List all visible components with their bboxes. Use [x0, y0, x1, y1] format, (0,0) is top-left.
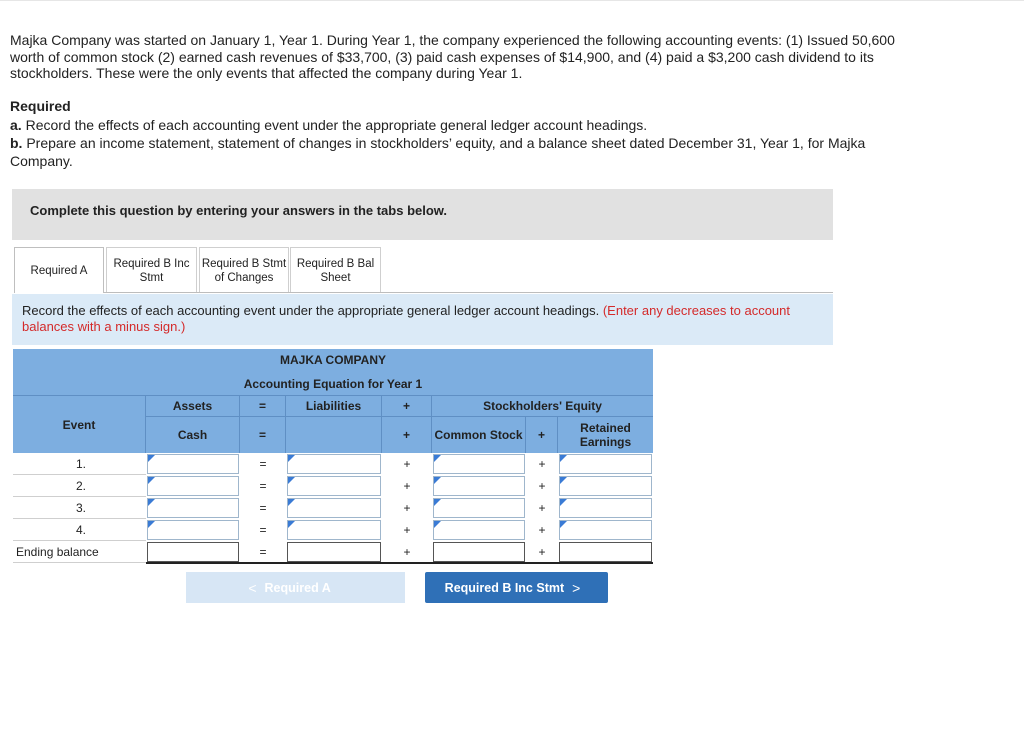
next-tab-button[interactable]: [425, 572, 608, 603]
row-label: 2.: [13, 475, 146, 497]
liabilities-input[interactable]: [287, 476, 381, 496]
liabilities-input[interactable]: [287, 498, 381, 518]
plus-subheader: +: [382, 417, 432, 453]
tab-required-b-inc-stmt[interactable]: Required B Inc Stmt: [106, 247, 197, 293]
common-stock-input[interactable]: [433, 476, 525, 496]
required-heading: Required: [10, 98, 71, 114]
liabilities-subheader: [286, 417, 382, 453]
liabilities-input[interactable]: [287, 520, 381, 540]
cash-input[interactable]: [147, 520, 239, 540]
complete-question-text: Complete this question by entering your answers in the tabs below.: [30, 203, 448, 218]
requirement-a-label: a.: [10, 117, 22, 133]
equals-sign: =: [259, 457, 267, 471]
input-flag-icon: [288, 477, 295, 484]
row-label: Ending balance: [13, 541, 146, 563]
retained-earnings-input[interactable]: [559, 520, 652, 540]
requirement-b: [10, 135, 910, 170]
plus-sign: +: [538, 545, 546, 559]
chevron-right-icon: >: [572, 579, 581, 596]
common-stock-input[interactable]: [433, 454, 525, 474]
assets-header: Assets: [146, 396, 240, 417]
cash-input[interactable]: [147, 542, 239, 562]
retained-earnings-input[interactable]: [559, 454, 652, 474]
prev-tab-label: Required A: [264, 580, 331, 595]
liabilities-input[interactable]: [287, 454, 381, 474]
plus-sign: +: [538, 501, 546, 515]
retained-earnings-input[interactable]: [559, 498, 652, 518]
input-flag-icon: [560, 477, 567, 484]
plus-sign: +: [403, 545, 411, 559]
cash-input[interactable]: [147, 454, 239, 474]
plus-sign: +: [403, 523, 411, 537]
instruction-box: [12, 294, 833, 345]
plus-sign: +: [403, 457, 411, 471]
next-tab-label: Required B Inc Stmt: [444, 580, 565, 595]
input-flag-icon: [148, 455, 155, 462]
retained-earnings-header: Retained Earnings: [558, 417, 653, 453]
tab-required-b-bal-sheet[interactable]: Required B Bal Sheet: [290, 247, 381, 293]
plus-sign: +: [403, 501, 411, 515]
table-bottom-rule: [146, 562, 653, 564]
input-flag-icon: [148, 499, 155, 506]
plus-sign: +: [538, 457, 546, 471]
equals-sign: =: [259, 501, 267, 515]
input-flag-icon: [148, 521, 155, 528]
input-flag-icon: [434, 477, 441, 484]
plus-header: +: [382, 396, 432, 417]
row-label: 3.: [13, 497, 146, 519]
tab-underline: [104, 292, 833, 293]
complete-question-banner: [12, 189, 833, 240]
input-flag-icon: [560, 521, 567, 528]
common-stock-input[interactable]: [433, 520, 525, 540]
cash-header: Cash: [146, 417, 240, 453]
chevron-left-icon: <: [248, 579, 257, 596]
input-flag-icon: [148, 477, 155, 484]
top-divider: [0, 0, 1024, 1]
retained-earnings-input[interactable]: [559, 476, 652, 496]
row-label: 1.: [13, 453, 146, 475]
input-flag-icon: [288, 455, 295, 462]
liabilities-input[interactable]: [287, 542, 381, 562]
retained-earnings-input[interactable]: [559, 542, 652, 562]
event-header: Event: [13, 396, 146, 453]
table-subtitle: Accounting Equation for Year 1: [13, 372, 653, 396]
common-stock-input[interactable]: [433, 542, 525, 562]
equals-sign: =: [259, 545, 267, 559]
input-flag-icon: [288, 499, 295, 506]
requirement-a-text: Record the effects of each accounting event under the appropriate general ledger account headings.: [25, 117, 648, 133]
plus-sign: +: [403, 479, 411, 493]
plus-sign: +: [538, 479, 546, 493]
requirement-b-text: Prepare an income statement, statement of changes in stockholders’ equity, and a balance sheet dated December 31, Year 1, for Majka Company.: [10, 135, 866, 169]
tab-required-a[interactable]: Required A: [14, 247, 104, 293]
input-flag-icon: [560, 455, 567, 462]
prev-tab-button[interactable]: [186, 572, 405, 603]
plus-sign: +: [538, 523, 546, 537]
input-flag-icon: [434, 455, 441, 462]
cash-input[interactable]: [147, 476, 239, 496]
input-flag-icon: [288, 521, 295, 528]
table-company-title: MAJKA COMPANY: [13, 349, 653, 372]
equals-sign: =: [259, 523, 267, 537]
input-flag-icon: [434, 521, 441, 528]
requirement-a: [10, 117, 647, 133]
equals-header: =: [240, 396, 286, 417]
instruction-note: (Enter any decreases to account balances with a minus sign.): [22, 303, 791, 334]
input-flag-icon: [560, 499, 567, 506]
common-stock-input[interactable]: [433, 498, 525, 518]
equity-header: Stockholders' Equity: [432, 396, 653, 417]
cash-input[interactable]: [147, 498, 239, 518]
equals-subheader: =: [240, 417, 286, 453]
input-flag-icon: [434, 499, 441, 506]
accounting-equation-table: [13, 349, 653, 562]
requirement-b-label: b.: [10, 135, 23, 151]
liabilities-header: Liabilities: [286, 396, 382, 417]
plus-subheader-2: +: [526, 417, 558, 453]
instruction-text: Record the effects of each accounting event under the appropriate general ledger account headings.: [22, 303, 600, 318]
row-label: 4.: [13, 519, 146, 541]
problem-intro: Majka Company was started on January 1, Year 1. During Year 1, the company experienced the following accounting events: (1) Issued 50,600 worth of common stock (2) earned cash revenues of $33,700, (3) paid cash expenses of $14,900, and (4) paid a $3,200 cash dividend to its stockholders. These were the only events that affected the company during Year 1.: [10, 32, 895, 81]
equals-sign: =: [259, 479, 267, 493]
tab-required-b-stmt-of-changes[interactable]: Required B Stmt of Changes: [199, 247, 289, 293]
common-stock-header: Common Stock: [432, 417, 526, 453]
